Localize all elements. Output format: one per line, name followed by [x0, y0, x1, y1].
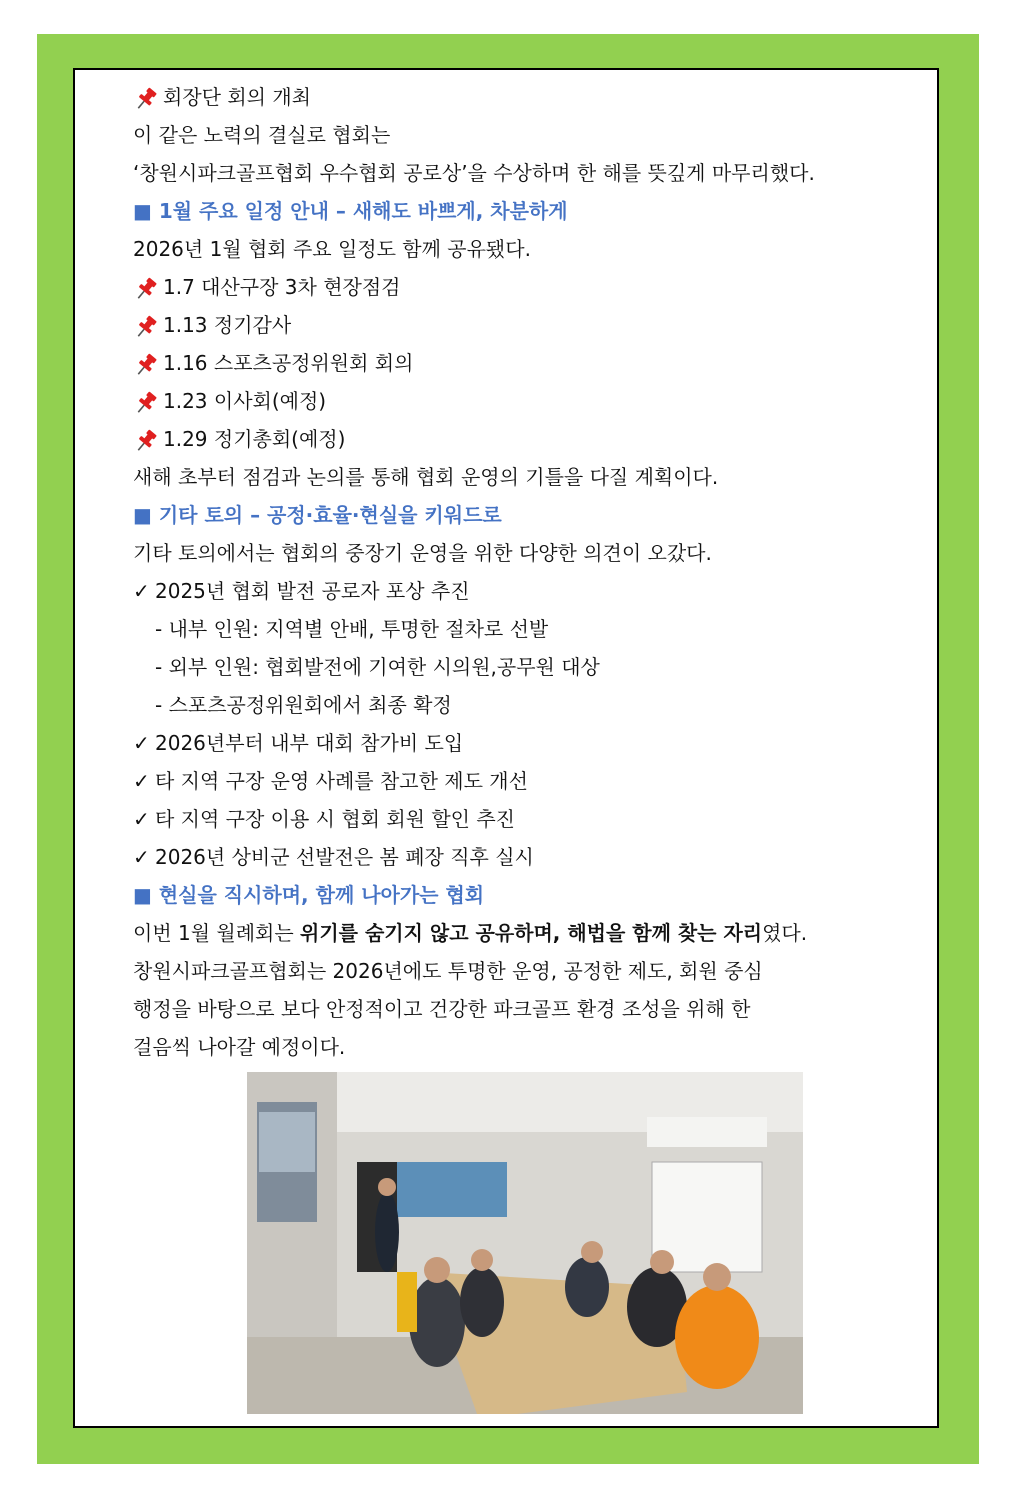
checkmark-icon: ✓ [133, 845, 150, 869]
section-heading: ■ 현실을 직시하며, 함께 나아가는 협회 [133, 883, 485, 907]
article-body [133, 78, 923, 1066]
pushpin-icon [133, 389, 159, 413]
pin-item-text: 회장단 회의 개최 [163, 85, 311, 109]
check-item [133, 572, 923, 610]
check-item-text: 2025년 협회 발전 공로자 포상 추진 [155, 579, 470, 603]
closing-line-3: 행정을 바탕으로 보다 안정적이고 건강한 파크골프 환경 조성을 위해 한 [133, 997, 751, 1021]
closing-line-2: 창원시파크골프협회는 2026년에도 투명한 운영, 공정한 제도, 회원 중심 [133, 959, 763, 983]
pin-item [133, 420, 923, 458]
closing-pre: 이번 1월 월례회는 [133, 921, 301, 945]
pin-item [133, 306, 923, 344]
pin-item [133, 268, 923, 306]
check-item-text: 2026년 상비군 선발전은 봄 폐장 직후 실시 [155, 845, 534, 869]
check-item [133, 838, 923, 876]
paragraph-line: ‘창원시파크골프협회 우수협회 공로상’을 수상하며 한 해를 뜻깊게 마무리했다. [133, 161, 815, 185]
paragraph-line: 이 같은 노력의 결실로 협회는 [133, 123, 391, 147]
checkmark-icon: ✓ [133, 769, 150, 793]
pushpin-icon [133, 313, 159, 337]
paragraph-line: 새해 초부터 점검과 논의를 통해 협회 운영의 기틀을 다질 계획이다. [133, 465, 719, 489]
pin-item-text: 1.23 이사회(예정) [163, 389, 327, 413]
pushpin-icon [133, 85, 159, 109]
page [73, 68, 939, 1428]
section-heading: ■ 1월 주요 일정 안내 – 새해도 바쁘게, 차분하게 [133, 199, 568, 223]
check-item [133, 800, 923, 838]
check-item [133, 724, 923, 762]
checkmark-icon: ✓ [133, 579, 150, 603]
closing-line-4: 걸음씩 나아갈 예정이다. [133, 1035, 346, 1059]
check-item-text: 타 지역 구장 운영 사례를 참고한 제도 개선 [155, 769, 528, 793]
pin-item [133, 78, 923, 116]
sub-item: - 스포츠공정위원회에서 최종 확정 [155, 693, 452, 717]
pushpin-icon [133, 351, 159, 375]
pin-item-text: 1.29 정기총회(예정) [163, 427, 346, 451]
check-item [133, 762, 923, 800]
checkmark-icon: ✓ [133, 807, 150, 831]
meeting-photo [247, 1072, 803, 1414]
pin-item-text: 1.13 정기감사 [163, 313, 292, 337]
sub-item: - 내부 인원: 지역별 안배, 투명한 절차로 선발 [155, 617, 549, 641]
pin-item [133, 344, 923, 382]
paragraph-line: 2026년 1월 협회 주요 일정도 함께 공유됐다. [133, 237, 531, 261]
check-item-text: 타 지역 구장 이용 시 협회 회원 할인 추진 [155, 807, 515, 831]
pushpin-icon [133, 275, 159, 299]
check-item-text: 2026년부터 내부 대회 참가비 도입 [155, 731, 464, 755]
section-heading: ■ 기타 토의 – 공정·효율·현실을 키워드로 [133, 503, 502, 527]
pin-item-text: 1.16 스포츠공정위원회 회의 [163, 351, 414, 375]
paragraph-line: 기타 토의에서는 협회의 중장기 운영을 위한 다양한 의견이 오갔다. [133, 541, 712, 565]
closing-post: 였다. [762, 921, 808, 945]
pushpin-icon [133, 427, 159, 451]
sub-item: - 외부 인원: 협회발전에 기여한 시의원,공무원 대상 [155, 655, 600, 679]
closing-bold: 위기를 숨기지 않고 공유하며, 해법을 함께 찾는 자리 [300, 921, 763, 945]
pin-item-text: 1.7 대산구장 3차 현장점검 [163, 275, 401, 299]
closing-line-1 [133, 914, 923, 952]
pin-item [133, 382, 923, 420]
checkmark-icon: ✓ [133, 731, 150, 755]
